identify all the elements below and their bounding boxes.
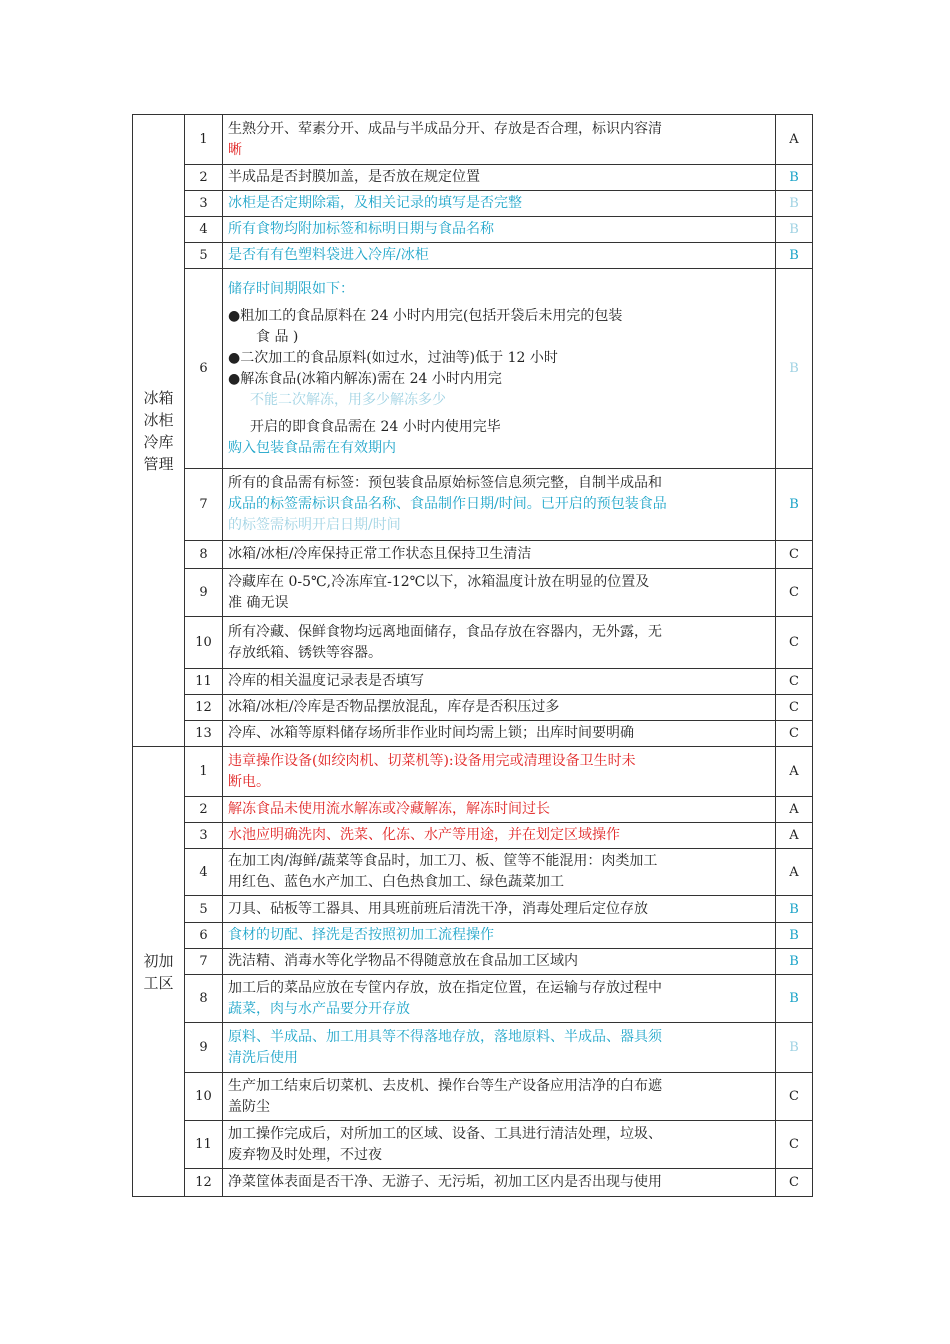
item-number: 8 [185,541,223,569]
description-line: 冷库、冰箱等原料储存场所非作业时间均需上锁；出库时间要明确 [228,725,634,741]
table-row [133,949,813,975]
grade-cell: C [776,721,813,747]
table-row [133,747,813,797]
description-line: 冰箱/冰柜/冷库保持正常工作状态且保持卫生清洁 [228,546,532,562]
grade-cell: C [776,669,813,695]
description-line: 所有食物均附加标签和标明日期与食品名称 [228,221,494,237]
description-line: ●粗加工的食品原料在 24 小时内用完(包括开袋后未用完的包装 [228,307,623,324]
category-cell [133,115,185,747]
item-number: 1 [185,747,223,797]
description-line: 加工操作完成后，对所加工的区域、设备、工具进行清洁处理，垃圾、 [228,1125,662,1142]
item-description [223,923,776,949]
item-number: 4 [185,849,223,896]
grade-cell: A [776,849,813,896]
item-number: 6 [185,269,223,469]
description-line: 储存时间期限如下： [228,280,354,297]
table-row [133,896,813,923]
table-row [133,1121,813,1169]
item-description [223,217,776,243]
item-number: 12 [185,1169,223,1197]
item-number: 8 [185,975,223,1023]
grade-cell: A [776,797,813,823]
item-description [223,1023,776,1073]
item-description [223,849,776,896]
table-row [133,849,813,896]
table-row [133,975,813,1023]
table-row [133,569,813,617]
description-line: 盖防尘 [228,1098,270,1115]
grade-cell: B [776,949,813,975]
item-description [223,1073,776,1121]
item-description [223,469,776,541]
item-number: 3 [185,191,223,217]
table-row [133,617,813,669]
grade-cell: B [776,269,813,469]
item-description [223,1121,776,1169]
table-row [133,115,813,165]
description-line: ●解冻食品(冰箱内解冻)需在 24 小时内用完 [228,370,502,387]
item-description [223,975,776,1023]
description-line: 冷库的相关温度记录表是否填写 [228,673,424,689]
description-line: 违章操作设备(如绞肉机、切菜机等):设备用完或清理设备卫生时未 [228,752,636,769]
description-line: 冰箱/冰柜/冷库是否物品摆放混乱，库存是否积压过多 [228,699,560,715]
description-line: 存放纸箱、锈铁等容器。 [228,644,382,661]
description-line: 准 确无误 [228,594,289,611]
description-line: 在加工肉/海鲜/蔬菜等食品时，加工刀、板、筐等不能混用：肉类加工 [228,853,658,869]
description-line: 废弃物及时处理，不过夜 [228,1146,382,1163]
grade-cell: C [776,617,813,669]
grade-cell: A [776,823,813,849]
grade-cell: B [776,191,813,217]
description-line: 刀具、砧板等工器具、用具班前班后清洗干净，消毒处理后定位存放 [228,900,648,917]
description-line: 食 品 ) [256,328,299,345]
grade-cell: B [776,975,813,1023]
table-row [133,923,813,949]
grade-cell: B [776,217,813,243]
item-description [223,949,776,975]
item-number: 9 [185,569,223,617]
table-row [133,797,813,823]
description-line: 购入包装食品需在有效期内 [228,439,396,456]
grade-cell: C [776,1121,813,1169]
item-number: 7 [185,469,223,541]
table-row [133,1169,813,1197]
item-description [223,115,776,165]
item-number: 5 [185,896,223,923]
item-description [223,243,776,269]
category-label: 冰箱 [143,388,174,407]
item-description [223,541,776,569]
item-number: 11 [185,1121,223,1169]
item-description [223,823,776,849]
description-line: 洗洁精、消毒水等化学物品不得随意放在食品加工区域内 [228,953,578,969]
description-line: 是否有有色塑料袋进入冷库/冰柜 [228,247,429,263]
description-line: 的标签需标明开启日期/时间 [228,517,401,533]
category-label: 初加 [143,951,174,970]
item-description [223,896,776,923]
item-description [223,617,776,669]
item-number: 3 [185,823,223,849]
item-number: 13 [185,721,223,747]
description-line: 断电。 [228,773,270,790]
description-line: 不能二次解冻，用多少解冻多少 [250,391,446,408]
grade-cell: B [776,896,813,923]
table-row [133,165,813,191]
table-row [133,823,813,849]
table-row [133,669,813,695]
description-line: 加工后的菜品应放在专筐内存放，放在指定位置，在运输与存放过程中 [228,979,662,996]
item-number: 12 [185,695,223,721]
table-row [133,217,813,243]
item-description [223,695,776,721]
item-number: 6 [185,923,223,949]
item-number: 2 [185,797,223,823]
category-label: 冷库 [143,432,174,451]
item-description [223,269,776,469]
table-row [133,469,813,541]
grade-cell: B [776,165,813,191]
description-line: 冷藏库在 0-5℃,冷冻库宜-12℃以下，冰箱温度计放在明显的位置及 [228,573,650,590]
category-label: 冰柜 [143,410,174,429]
item-number: 10 [185,617,223,669]
description-line: 开启的即食食品需在 24 小时内使用完毕 [250,418,501,435]
table-row [133,1073,813,1121]
description-line: 所有的食品需有标签：预包装食品原始标签信息须完整，自制半成品和 [228,475,662,491]
description-line: 净菜筐体表面是否干净、无游子、无污垢，初加工区内是否出现与使用 [228,1174,662,1190]
table-row [133,243,813,269]
description-line: 用红色、蓝色水产加工、白色热食加工、绿色蔬菜加工 [228,874,564,890]
table-row [133,191,813,217]
description-line: 解冻食品未使用流水解冻或冷藏解冻，解冻时间过长 [228,801,550,817]
item-description [223,569,776,617]
grade-cell: C [776,1073,813,1121]
description-line: 蔬菜，肉与水产品要分开存放 [228,1000,410,1017]
item-number: 11 [185,669,223,695]
grade-cell: B [776,923,813,949]
description-line: 成品的标签需标识食品名称、食品制作日期/时间。已开启的预包装食品 [228,496,667,512]
grade-cell: B [776,243,813,269]
table-row [133,695,813,721]
description-line: 生熟分开、荤素分开、成品与半成品分开、存放是否合理，标识内容清 [228,120,662,137]
item-description [223,669,776,695]
category-label: 管理 [143,454,174,473]
item-number: 2 [185,165,223,191]
category-label: 工区 [143,973,174,992]
description-line: 晰 [228,141,242,158]
description-line: 半成品是否封膜加盖，是否放在规定位置 [228,169,480,185]
table-row [133,721,813,747]
grade-cell: C [776,569,813,617]
item-number: 1 [185,115,223,165]
description-line: 生产加工结束后切菜机、去皮机、操作台等生产设备应用洁净的白布遮 [228,1077,662,1094]
description-line: 冰柜是否定期除霜，及相关记录的填写是否完整 [228,195,522,211]
item-description [223,721,776,747]
inspection-table [132,114,813,1197]
description-line: ●二次加工的食品原料(如过水，过油等)低于 12 小时 [228,349,558,366]
item-number: 5 [185,243,223,269]
grade-cell: B [776,1023,813,1073]
description-line: 所有冷藏、保鲜食物均远离地面储存，食品存放在容器内，无外露，无 [228,623,662,640]
grade-cell: B [776,469,813,541]
grade-cell: A [776,115,813,165]
item-description [223,165,776,191]
grade-cell: A [776,747,813,797]
item-description [223,191,776,217]
item-number: 10 [185,1073,223,1121]
item-number: 7 [185,949,223,975]
table-row [133,1023,813,1073]
table-row [133,541,813,569]
description-line: 清洗后使用 [228,1049,298,1066]
category-cell [133,747,185,1197]
item-description [223,797,776,823]
description-line: 食材的切配、择洗是否按照初加工流程操作 [228,927,494,943]
item-description [223,1169,776,1197]
grade-cell: C [776,541,813,569]
item-number: 9 [185,1023,223,1073]
description-line: 水池应明确洗肉、洗菜、化冻、水产等用途，并在划定区域操作 [228,827,620,843]
description-line: 原料、半成品、加工用具等不得落地存放，落地原料、半成品、器具须 [228,1028,662,1045]
grade-cell: C [776,695,813,721]
table-row [133,269,813,469]
item-number: 4 [185,217,223,243]
grade-cell: C [776,1169,813,1197]
item-description [223,747,776,797]
